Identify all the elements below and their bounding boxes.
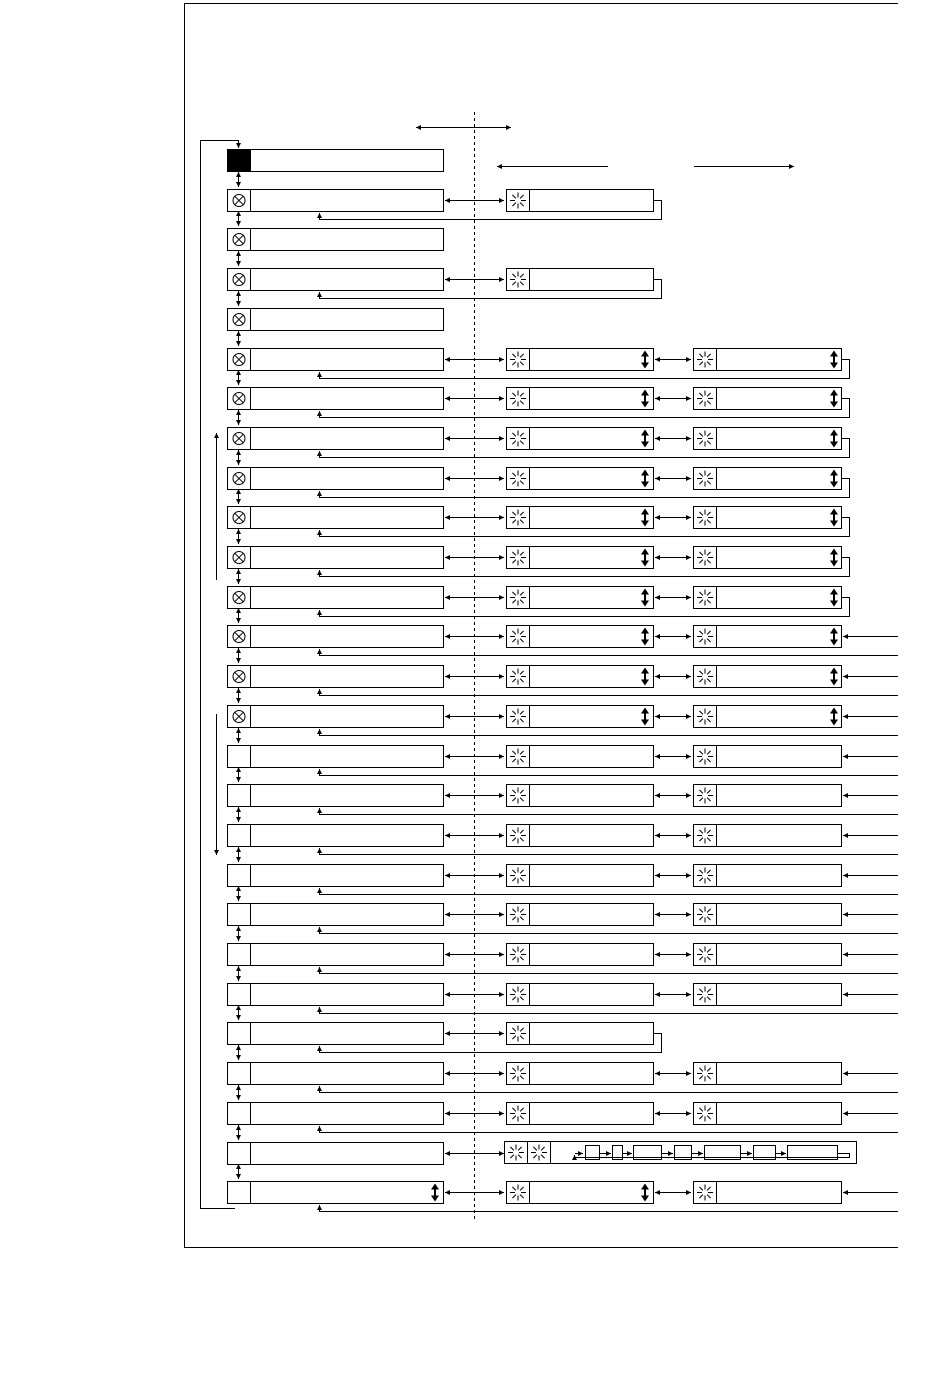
up-down-arrow-stem — [644, 673, 646, 681]
level2-return-line — [320, 689, 899, 696]
menu-row — [228, 767, 899, 815]
blinking-cursor-icon — [507, 904, 530, 926]
circle-x-icon — [233, 274, 245, 286]
row-field — [251, 1182, 444, 1204]
level2-return-line — [320, 967, 899, 974]
level2-field — [717, 1103, 842, 1125]
row-field — [251, 190, 444, 212]
level2-return-line — [320, 1205, 899, 1212]
level1-field — [530, 349, 654, 371]
blinking-cursor-icon — [694, 428, 717, 450]
level2-field — [717, 388, 842, 410]
level2-field — [717, 865, 842, 887]
level1-field — [530, 1063, 654, 1085]
blinking-cursor-icon — [507, 785, 530, 807]
level1-field — [530, 388, 654, 410]
level2-field — [717, 587, 842, 609]
row-icon-cell — [228, 1063, 251, 1085]
up-down-arrow-stem — [833, 395, 835, 403]
row-field — [251, 587, 444, 609]
row-field — [251, 626, 444, 648]
level2-field — [717, 785, 842, 807]
row-icon-cell — [228, 1103, 251, 1125]
level1-field — [530, 468, 654, 490]
blinking-cursor-icon — [694, 666, 717, 688]
up-down-arrow-stem — [833, 514, 835, 522]
blinking-cursor-icon — [694, 587, 717, 609]
row-field — [251, 904, 444, 926]
blinking-cursor-icon — [507, 349, 530, 371]
row-field — [251, 309, 444, 331]
blinking-cursor-icon — [507, 269, 530, 291]
circle-x-icon — [233, 512, 245, 524]
blinking-cursor-icon — [694, 984, 717, 1006]
level2-return-line — [320, 1086, 899, 1093]
level1-field — [530, 428, 654, 450]
row-field — [251, 1103, 444, 1125]
row-field — [251, 1143, 444, 1165]
row-icon-cell — [228, 785, 251, 807]
blinking-cursor-icon — [507, 587, 530, 609]
level2-field — [717, 825, 842, 847]
menu-row — [228, 1125, 857, 1165]
row-field — [251, 349, 444, 371]
circle-x-icon — [233, 354, 245, 366]
level1-field — [530, 547, 654, 569]
top-item-field — [251, 150, 444, 172]
level2-return-line — [320, 1126, 899, 1133]
level1-field — [530, 507, 654, 529]
up-down-arrow-stem — [644, 435, 646, 443]
row-icon-cell — [228, 865, 251, 887]
up-down-arrow-stem — [833, 594, 835, 602]
row-field — [251, 547, 444, 569]
blinking-cursor-icon — [507, 944, 530, 966]
level2-field — [717, 904, 842, 926]
menu-row — [228, 291, 444, 331]
blinking-cursor-icon — [507, 468, 530, 490]
row-icon-cell — [228, 904, 251, 926]
level2-return-line — [320, 769, 899, 776]
level2-field — [717, 706, 842, 728]
up-down-arrow-stem — [644, 713, 646, 721]
up-down-arrow-stem — [833, 475, 835, 483]
level2-field — [717, 944, 842, 966]
level1-field — [530, 984, 654, 1006]
blinking-cursor-icon — [507, 1182, 530, 1204]
level2-field — [717, 746, 842, 768]
up-down-arrow-stem — [833, 435, 835, 443]
circle-x-icon — [233, 711, 245, 723]
level2-field — [717, 626, 842, 648]
level1-field — [530, 904, 654, 926]
blinking-cursor-icon — [694, 349, 717, 371]
sequence-editor — [505, 1142, 857, 1164]
blinking-cursor-icon — [507, 626, 530, 648]
circle-x-icon — [233, 631, 245, 643]
level1-field — [530, 666, 654, 688]
blinking-cursor-icon — [694, 468, 717, 490]
row-icon-cell — [228, 1182, 251, 1204]
level2-field — [717, 428, 842, 450]
row-field — [251, 1023, 444, 1045]
up-down-arrow-stem — [833, 673, 835, 681]
level2-field — [717, 1182, 842, 1204]
level2-return-line — [320, 927, 899, 934]
level2-field — [717, 1063, 842, 1085]
blinking-cursor-icon — [694, 388, 717, 410]
up-down-arrow-stem — [644, 475, 646, 483]
row-field — [251, 388, 444, 410]
row-icon-cell — [228, 1023, 251, 1045]
circle-x-icon — [233, 314, 245, 326]
up-down-arrow-stem — [644, 395, 646, 403]
row-field — [251, 825, 444, 847]
row-field — [251, 785, 444, 807]
level2-field — [717, 547, 842, 569]
blinking-cursor-icon — [694, 1063, 717, 1085]
level1-field — [530, 190, 654, 212]
circle-x-icon — [233, 592, 245, 604]
row-field — [251, 269, 444, 291]
up-down-arrow-stem — [644, 554, 646, 562]
level1-field — [530, 825, 654, 847]
blinking-cursor-icon — [507, 507, 530, 529]
up-down-arrow-stem — [833, 554, 835, 562]
blinking-cursor-icon — [507, 547, 530, 569]
level2-return-line — [320, 1007, 899, 1014]
menu-row — [228, 172, 662, 220]
level2-field — [717, 984, 842, 1006]
level2-return-line — [320, 888, 899, 895]
menu-row — [228, 1005, 662, 1053]
row-field — [251, 229, 444, 251]
level1-field — [530, 1023, 654, 1045]
blinking-cursor-icon — [528, 1142, 551, 1164]
row-field — [251, 1063, 444, 1085]
blinking-cursor-icon — [507, 388, 530, 410]
level2-return-line — [320, 808, 899, 815]
blinking-cursor-icon — [694, 746, 717, 768]
level1-field — [530, 785, 654, 807]
level1-field — [530, 865, 654, 887]
row-field — [251, 944, 444, 966]
blinking-cursor-icon — [694, 825, 717, 847]
menu-row — [228, 211, 444, 251]
row-icon-cell — [228, 825, 251, 847]
blinking-cursor-icon — [694, 547, 717, 569]
menu-row — [228, 489, 850, 537]
blinking-cursor-icon — [507, 825, 530, 847]
blinking-cursor-icon — [507, 428, 530, 450]
row-icon-cell — [228, 944, 251, 966]
row-field — [251, 706, 444, 728]
circle-x-icon — [233, 473, 245, 485]
blinking-cursor-icon — [694, 944, 717, 966]
up-down-arrow-stem — [644, 356, 646, 364]
row-field — [251, 865, 444, 887]
circle-x-icon — [233, 195, 245, 207]
row-field — [251, 428, 444, 450]
up-down-arrow-stem — [833, 713, 835, 721]
circle-x-icon — [233, 433, 245, 445]
menu-row — [228, 1164, 899, 1212]
menu-row — [228, 886, 899, 934]
level1-field — [530, 1182, 654, 1204]
level1-field — [530, 626, 654, 648]
level2-field — [717, 507, 842, 529]
menu-row — [228, 331, 850, 379]
blinking-cursor-icon — [694, 1182, 717, 1204]
blinking-cursor-icon — [694, 706, 717, 728]
up-down-arrow-stem — [644, 633, 646, 641]
level1-field — [530, 587, 654, 609]
circle-x-icon — [233, 671, 245, 683]
blinking-cursor-icon — [507, 746, 530, 768]
row-icon-cell — [228, 1143, 251, 1165]
blinking-cursor-icon — [507, 984, 530, 1006]
menu-row — [228, 608, 899, 656]
level2-return-line — [320, 848, 899, 855]
up-down-arrow-stem — [644, 514, 646, 522]
level1-field — [530, 706, 654, 728]
blinking-cursor-icon — [507, 1063, 530, 1085]
circle-x-icon — [233, 552, 245, 564]
circle-x-icon — [233, 234, 245, 246]
row-field — [251, 746, 444, 768]
row-icon-cell — [228, 984, 251, 1006]
row-field — [251, 468, 444, 490]
blinking-cursor-icon — [694, 507, 717, 529]
menu-row-top — [228, 150, 444, 172]
blinking-cursor-icon — [507, 1103, 530, 1125]
blinking-cursor-icon — [507, 865, 530, 887]
up-down-arrow-stem — [833, 633, 835, 641]
blinking-cursor-icon — [694, 904, 717, 926]
top-item-icon-cell — [228, 150, 251, 172]
up-down-arrow-stem — [833, 356, 835, 364]
level2-return-line — [320, 649, 899, 656]
circle-x-icon — [233, 393, 245, 405]
menu-row — [228, 370, 850, 418]
blinking-cursor-icon — [694, 865, 717, 887]
blinking-cursor-icon — [505, 1142, 528, 1164]
up-down-arrow-stem — [644, 594, 646, 602]
blinking-cursor-icon — [694, 785, 717, 807]
blinking-cursor-icon — [694, 1103, 717, 1125]
level2-field — [717, 468, 842, 490]
blinking-cursor-icon — [507, 190, 530, 212]
blinking-cursor-icon — [694, 626, 717, 648]
row-field — [251, 507, 444, 529]
level1-field — [530, 944, 654, 966]
level1-field — [530, 1103, 654, 1125]
level2-field — [717, 349, 842, 371]
up-down-arrow-stem — [434, 1189, 436, 1197]
level2-field — [717, 666, 842, 688]
row-field — [251, 984, 444, 1006]
level2-return-line — [320, 729, 899, 736]
up-down-arrow-stem — [644, 1189, 646, 1197]
level1-field — [530, 269, 654, 291]
row-icon-cell — [228, 746, 251, 768]
menu-row — [228, 251, 662, 299]
menu-rows — [228, 150, 899, 1212]
blinking-cursor-icon — [507, 1023, 530, 1045]
level1-field — [530, 746, 654, 768]
blinking-cursor-icon — [507, 706, 530, 728]
row-field — [251, 666, 444, 688]
blinking-cursor-icon — [507, 666, 530, 688]
